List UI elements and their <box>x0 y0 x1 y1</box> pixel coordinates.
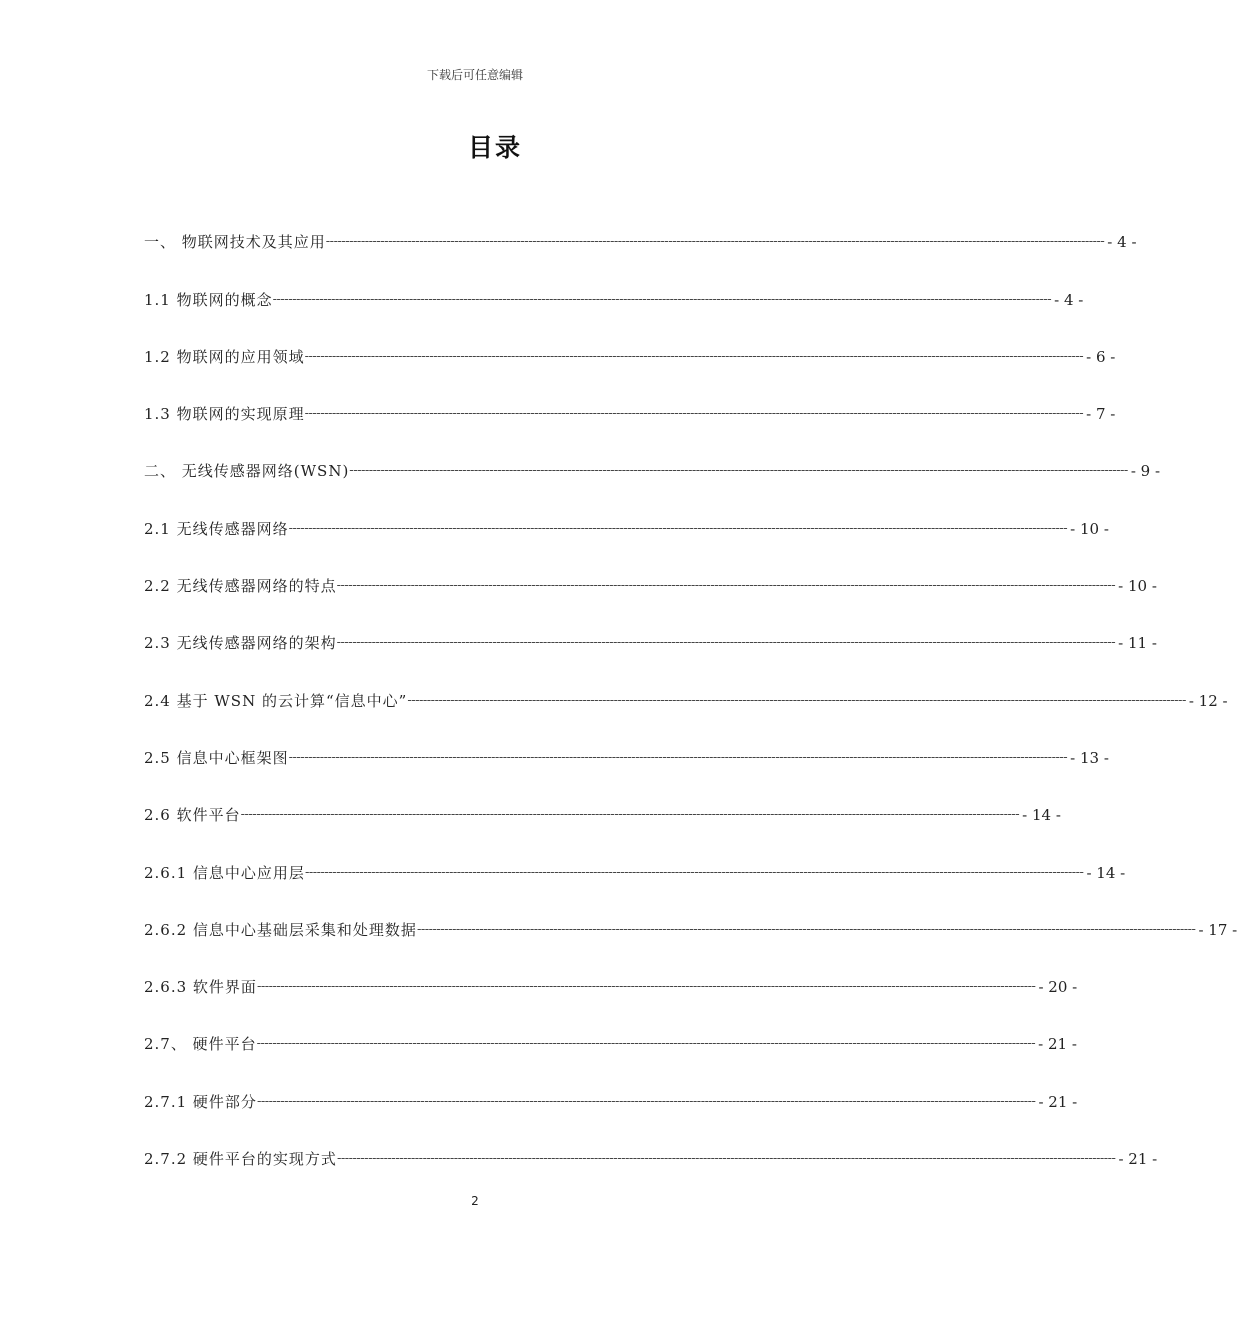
toc-leader-dashes: -------------------------------------------------------------------------------------------------------------------------------------------------------------------------------------------------------- <box>240 807 1020 823</box>
toc-entry[interactable] <box>144 429 1161 486</box>
toc-entry-page: - 21 - <box>1118 1150 1158 1169</box>
toc-entry-title: 2.6.1 信息中心应用层 <box>144 863 305 882</box>
toc-entry[interactable] <box>144 601 1157 658</box>
toc-entry[interactable] <box>144 945 1078 1002</box>
toc-leader-dashes: -------------------------------------------------------------------------------------------------------------------------------------------------------------------------------------------------------- <box>304 348 1084 364</box>
toc-entry-page: - 17 - <box>1198 920 1237 939</box>
toc-leader-dashes: -------------------------------------------------------------------------------------------------------------------------------------------------------------------------------------------------------- <box>325 234 1105 250</box>
toc-entry-title: 1.3 物联网的实现原理 <box>144 405 305 424</box>
toc-entry-page: - 6 - <box>1086 347 1116 366</box>
toc-leader-dashes: -------------------------------------------------------------------------------------------------------------------------------------------------------------------------------------------------------- <box>272 291 1052 307</box>
toc-leader-dashes: -------------------------------------------------------------------------------------------------------------------------------------------------------------------------------------------------------- <box>288 520 1068 536</box>
toc-entry-page: - 14 - <box>1022 806 1061 825</box>
toc-entry[interactable] <box>144 200 1137 257</box>
toc-entry-title: 2.6.2 信息中心基础层采集和处理数据 <box>144 920 417 939</box>
toc-entry-title: 2.3 无线传感器网络的架构 <box>144 634 337 653</box>
toc-entry-title: 2.7.2 硬件平台的实现方式 <box>144 1150 337 1169</box>
toc-entry-title: 1.1 物联网的概念 <box>144 290 273 309</box>
toc-leader-dashes: -------------------------------------------------------------------------------------------------------------------------------------------------------------------------------------------------------- <box>304 864 1084 880</box>
toc-entry-page: - 4 - <box>1107 233 1137 252</box>
toc-leader-dashes: -------------------------------------------------------------------------------------------------------------------------------------------------------------------------------------------------------- <box>349 463 1128 479</box>
toc-entry-title: 2.1 无线传感器网络 <box>144 519 289 538</box>
toc-entry[interactable] <box>144 1002 1077 1059</box>
toc-entry-title: 2.7、 硬件平台 <box>144 1035 257 1054</box>
header-note: 下载后可任意编辑 <box>426 68 523 82</box>
page-title: 目录 <box>467 133 522 162</box>
toc-entry-page: - 9 - <box>1130 462 1161 481</box>
toc-entry-page: - 12 - <box>1188 691 1228 710</box>
toc-leader-dashes: -------------------------------------------------------------------------------------------------------------------------------------------------------------------------------------------------------- <box>304 406 1084 422</box>
toc-entry[interactable] <box>144 1117 1158 1174</box>
toc-entry-page: - 14 - <box>1086 863 1126 882</box>
toc-leader-dashes: -------------------------------------------------------------------------------------------------------------------------------------------------------------------------------------------------------- <box>256 979 1036 995</box>
toc-entry[interactable] <box>144 773 1061 830</box>
toc-entry[interactable] <box>144 486 1109 543</box>
toc-entry-page: - 7 - <box>1086 405 1116 424</box>
toc-entry-title: 2.2 无线传感器网络的特点 <box>144 577 337 596</box>
toc-entry[interactable] <box>144 658 1228 715</box>
toc-entry[interactable] <box>144 1059 1078 1116</box>
toc-entry-title: 2.6 软件平台 <box>144 806 241 825</box>
toc-leader-dashes: -------------------------------------------------------------------------------------------------------------------------------------------------------------------------------------------------------- <box>256 1093 1036 1109</box>
toc-entry-title: 一、 物联网技术及其应用 <box>144 233 326 252</box>
toc-entry-title: 二、 无线传感器网络(WSN) <box>144 462 350 481</box>
toc-entry-page: - 10 - <box>1070 519 1109 538</box>
toc-entry[interactable] <box>144 544 1157 601</box>
toc-entry[interactable] <box>144 888 1237 945</box>
toc-leader-dashes: -------------------------------------------------------------------------------------------------------------------------------------------------------------------------------------------------------- <box>416 921 1196 937</box>
toc-entry-page: - 21 - <box>1038 1092 1078 1111</box>
toc-entry-page: - 4 - <box>1054 290 1084 309</box>
toc-leader-dashes: -------------------------------------------------------------------------------------------------------------------------------------------------------------------------------------------------------- <box>336 1151 1116 1167</box>
toc-entry-title: 2.4 基于 WSN 的云计算“信息中心” <box>144 691 408 710</box>
toc-entry-page: - 21 - <box>1038 1035 1077 1054</box>
page-number: 2 <box>471 1194 479 1208</box>
toc-entry-page: - 13 - <box>1070 748 1109 767</box>
toc-entry-title: 2.6.3 软件界面 <box>144 978 257 997</box>
toc-entry-title: 1.2 物联网的应用领域 <box>144 347 305 366</box>
toc-entry-title: 2.5 信息中心框架图 <box>144 748 289 767</box>
toc-leader-dashes: -------------------------------------------------------------------------------------------------------------------------------------------------------------------------------------------------------- <box>256 1036 1036 1052</box>
toc-leader-dashes: -------------------------------------------------------------------------------------------------------------------------------------------------------------------------------------------------------- <box>407 692 1186 708</box>
toc-entry[interactable] <box>144 716 1109 773</box>
toc-leader-dashes: -------------------------------------------------------------------------------------------------------------------------------------------------------------------------------------------------------- <box>288 749 1068 765</box>
toc-entry-page: - 10 - <box>1118 577 1157 596</box>
toc-entry[interactable] <box>144 315 1116 372</box>
toc-entry-page: - 20 - <box>1038 978 1078 997</box>
toc-entry[interactable] <box>144 257 1084 314</box>
toc-entry-page: - 11 - <box>1118 634 1157 653</box>
toc-entry-title: 2.7.1 硬件部分 <box>144 1092 257 1111</box>
toc-list <box>144 200 1237 1174</box>
toc-entry[interactable] <box>144 372 1116 429</box>
toc-entry[interactable] <box>144 830 1126 887</box>
toc-leader-dashes: -------------------------------------------------------------------------------------------------------------------------------------------------------------------------------------------------------- <box>336 635 1116 651</box>
toc-leader-dashes: -------------------------------------------------------------------------------------------------------------------------------------------------------------------------------------------------------- <box>336 578 1116 594</box>
